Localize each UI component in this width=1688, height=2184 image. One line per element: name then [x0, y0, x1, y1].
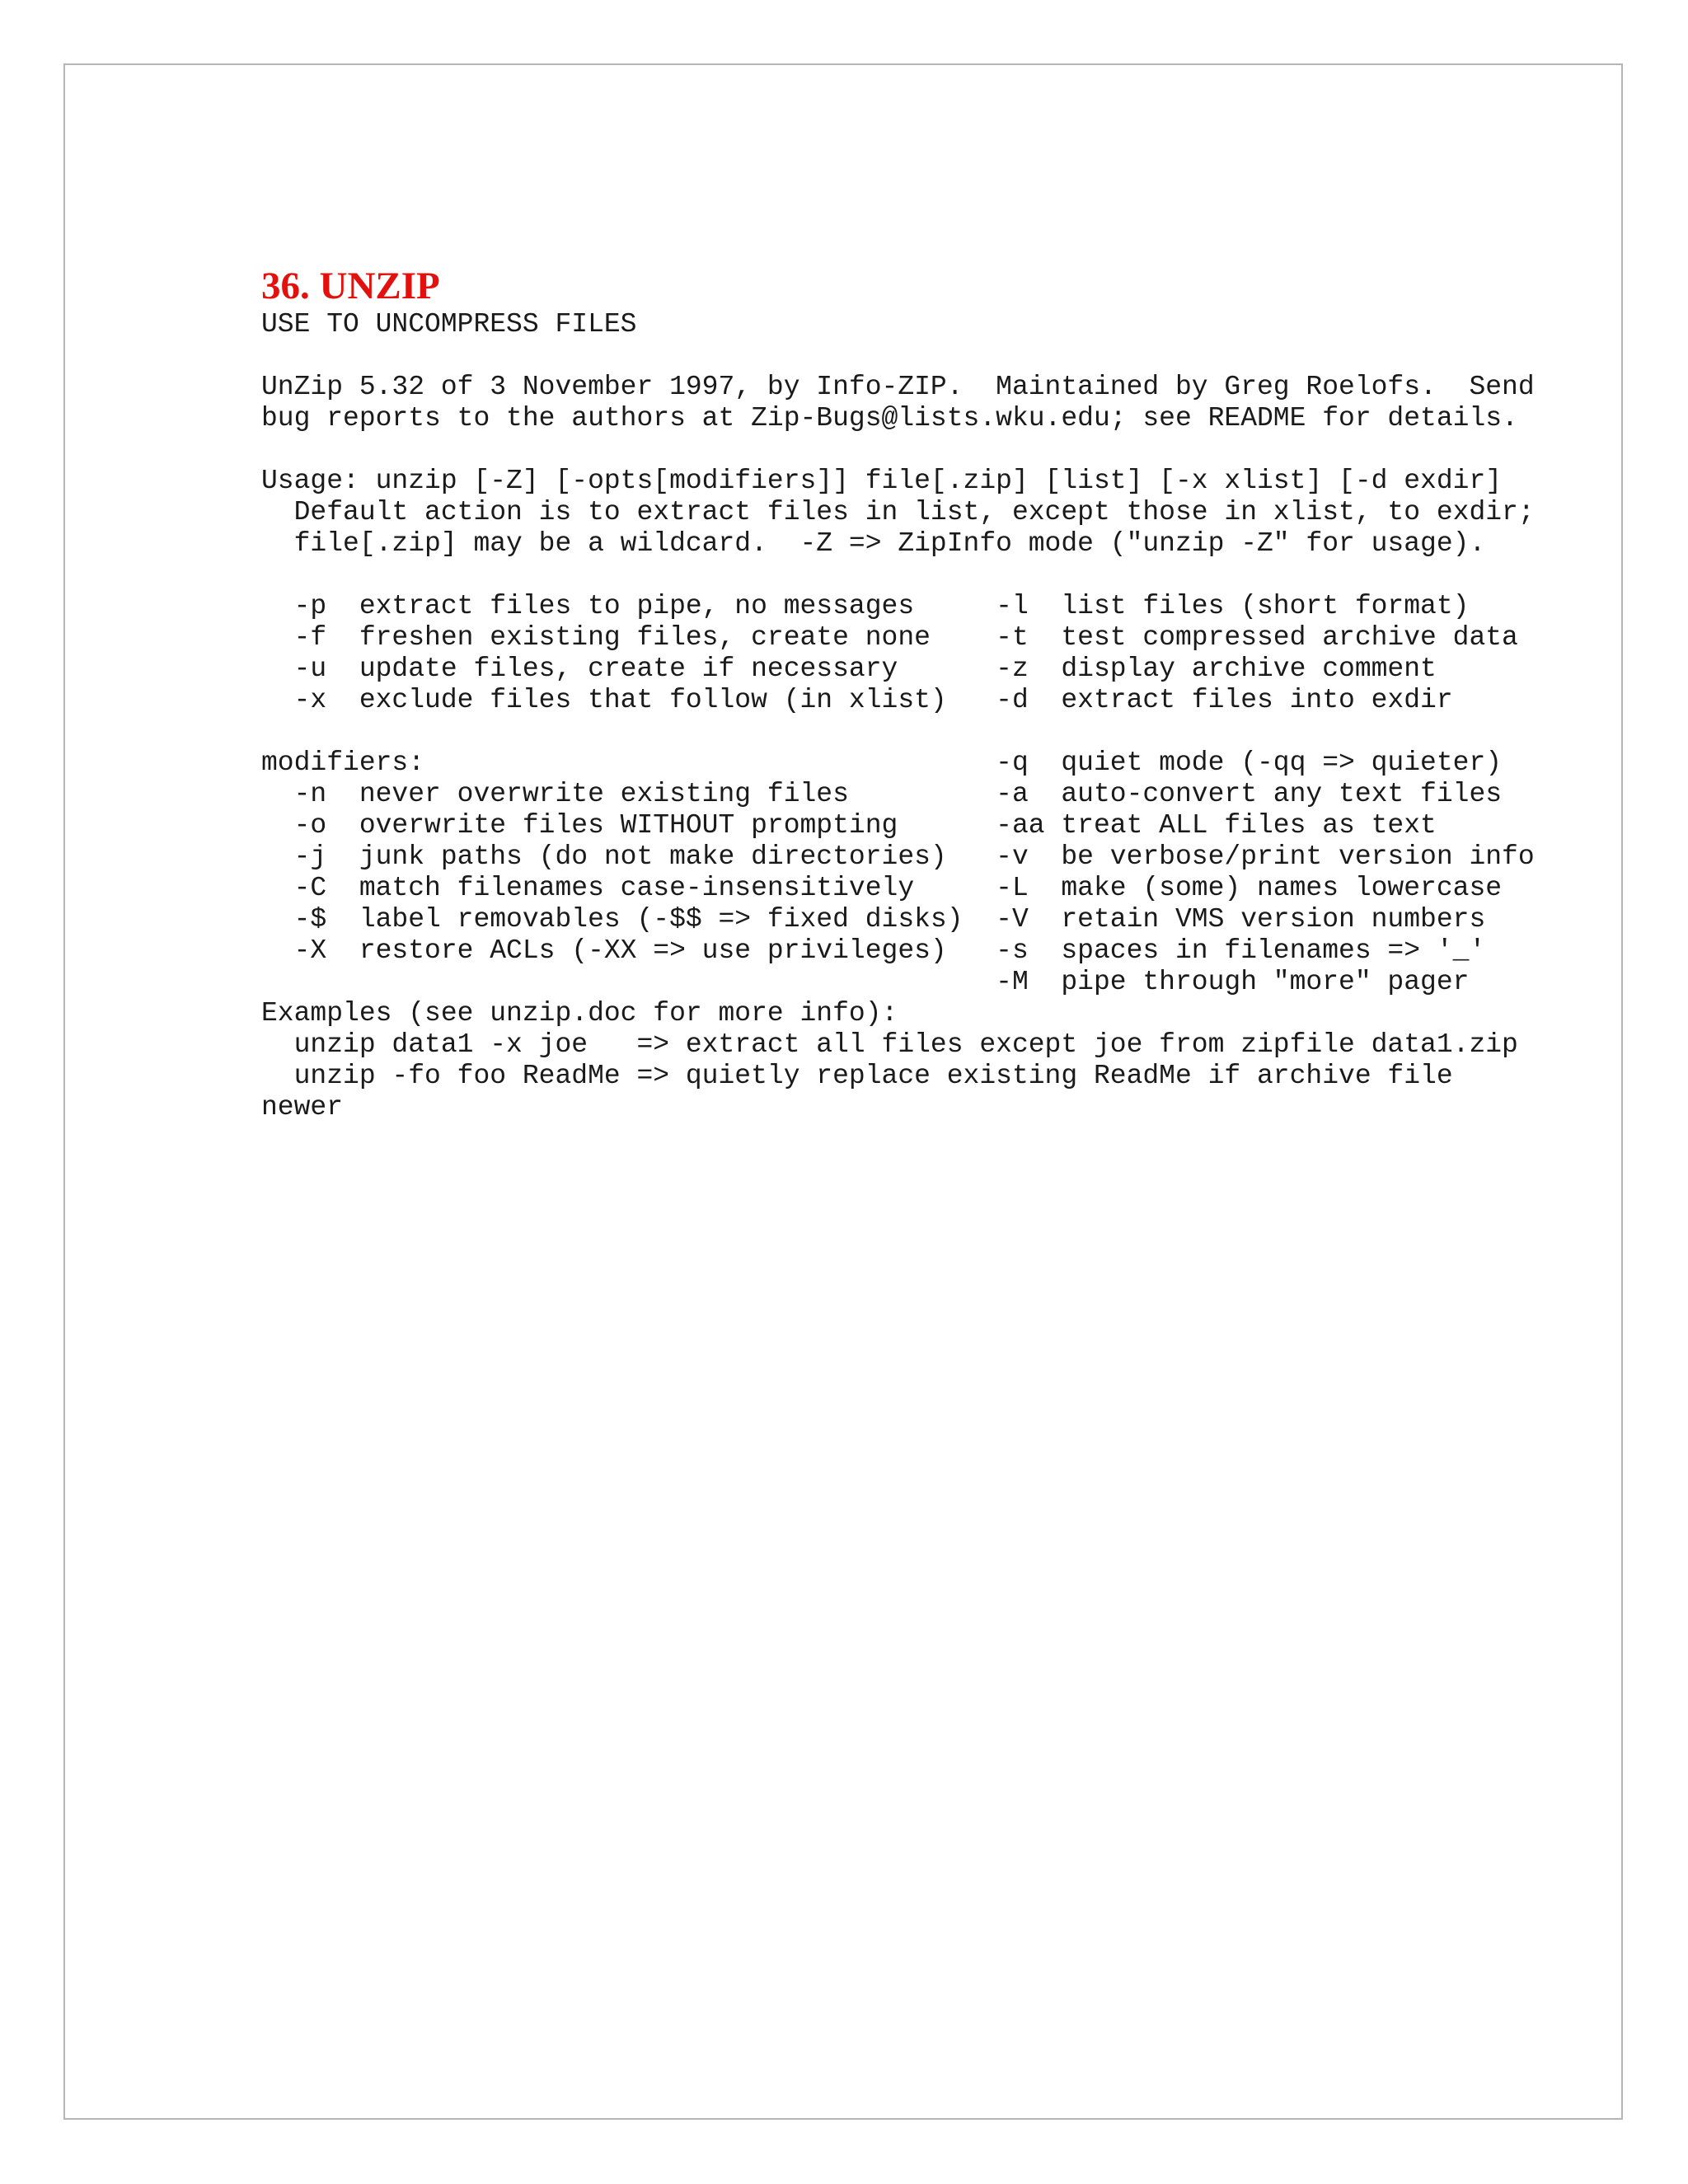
text-line — [261, 560, 1613, 591]
text-line: -M pipe through "more" pager — [261, 967, 1470, 997]
text-line — [261, 340, 1613, 372]
text-line: -X restore ACLs (-XX => use privileges) -s spaces in filenames => '_' — [261, 935, 1486, 966]
text-line: Examples (see unzip.doc for more info): — [261, 998, 898, 1029]
text-line — [261, 716, 1613, 748]
text-line: Usage: unzip [-Z] [-opts[modifiers]] file[.zip] [list] [-x xlist] [-d exdir] — [261, 466, 1503, 496]
section-subtitle: USE TO UNCOMPRESS FILES — [261, 309, 637, 340]
text-line: -o overwrite files WITHOUT prompting -aa treat ALL files as text — [261, 810, 1437, 841]
section-heading: 36. UNZIP — [261, 265, 440, 307]
text-line: -u update files, create if necessary -z display archive comment — [261, 654, 1437, 684]
text-line: -j junk paths (do not make directories) -v be verbose/print version info — [261, 841, 1535, 872]
text-line: -$ label removables (-$$ => fixed disks) -V retain VMS version numbers — [261, 904, 1486, 935]
text-line: file[.zip] may be a wildcard. -Z => ZipInfo mode ("unzip -Z" for usage). — [261, 528, 1486, 559]
text-line — [261, 434, 1613, 466]
usage-text-block — [261, 340, 1613, 1123]
text-line: bug reports to the authors at Zip-Bugs@lists.wku.edu; see README for details. — [261, 403, 1518, 434]
text-line: UnZip 5.32 of 3 November 1997, by Info-ZIP. Maintained by Greg Roelofs. Send — [261, 372, 1535, 402]
text-line: unzip -fo foo ReadMe => quietly replace existing ReadMe if archive file — [261, 1061, 1453, 1091]
text-line: -C match filenames case-insensitively -L make (some) names lowercase — [261, 873, 1503, 903]
text-line: newer — [261, 1092, 344, 1122]
text-line: modifiers: -q quiet mode (-qq => quieter) — [261, 748, 1503, 778]
text-line: unzip data1 -x joe => extract all files except joe from zipfile data1.zip — [261, 1029, 1518, 1060]
text-line: -n never overwrite existing files -a auto-convert any text files — [261, 779, 1503, 809]
text-line: -x exclude files that follow (in xlist) -d extract files into exdir — [261, 685, 1453, 715]
document-page — [63, 63, 1623, 2120]
document-content — [261, 263, 1613, 1123]
text-line: -p extract files to pipe, no messages -l list files (short format) — [261, 591, 1470, 621]
text-line: -f freshen existing files, create none -t test compressed archive data — [261, 622, 1518, 653]
text-line: Default action is to extract files in list, except those in xlist, to exdir; — [261, 497, 1535, 527]
